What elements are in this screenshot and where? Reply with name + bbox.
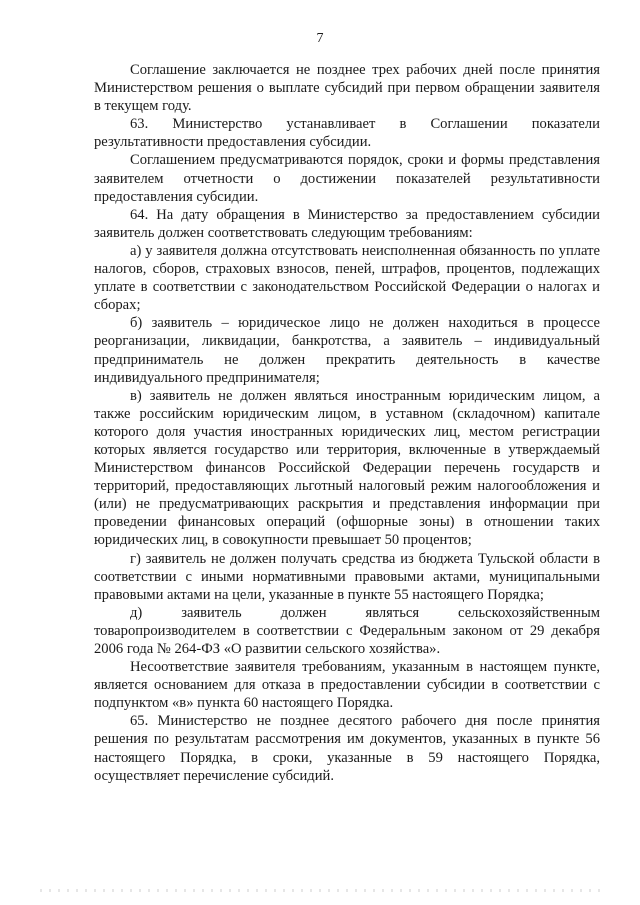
paragraph-noncompliance: Несоответствие заявителя требованиям, указанным в настоящем пункте, является основанием для отказа в предоставлении субсидии в соответствии с подпунктом «в» пункта 60 настоящего Порядка. [94,659,600,712]
paragraph-reporting: Соглашением предусматриваются порядок, сроки и формы представления заявителем отчетности о достижении показателей результативности предоставления субсидии. [94,152,600,205]
paragraph-64-v: в) заявитель не должен являться иностранным юридическим лицом, а также российским юридическим лицом, в уставном (складочном) капитале которого доля участия иностранных юридических лиц, местом регистрации которых является государство или территория, включенные в утверждаемый Министерством финансов Российской Федерации перечень государств и территорий, предоставляющих льготный налоговый режим налогообложения и (или) не предусматривающих раскрытия и представления информации при проведении финансовых операций (офшорные зоны) в отношении таких юридических лиц, в совокупности превышает 50 процентов; [94,387,600,549]
page-number: 7 [316,31,324,46]
paragraph-64-g: г) заявитель не должен получать средства из бюджета Тульской области в соответствии с иными нормативными правовыми актами, муниципальными правовыми актами на цели, указанные в пункте 55 настоящего Порядка; [94,550,600,603]
paragraph-64: 64. На дату обращения в Министерство за предоставлением субсидии заявитель должен соответствовать следующим требованиям: [94,206,600,241]
paragraph-64-d: д) заявитель должен являться сельскохозяйственным товаропроизводителем в соответствии с Федеральным законом от 29 декабря 2006 года № 264-ФЗ «О развитии сельского хозяйства». [94,604,600,657]
paragraph-64-b: б) заявитель – юридическое лицо не должен находиться в процессе реорганизации, ликвидации, банкротства, а заявитель – индивидуальный предприниматель не должен прекратить деятельность в качестве индивидуального предпринимателя; [94,315,600,386]
paragraph-agreement-timing: Соглашение заключается не позднее трех рабочих дней после принятия Министерством решения о выплате субсидий при первом обращении заявителя в текущем году. [94,62,600,115]
scan-artifact-line [40,889,600,892]
document-body [94,61,600,785]
paragraph-63: 63. Министерство устанавливает в Соглашении показатели результативности предоставления субсидии. [94,116,600,151]
paragraph-64-a: а) у заявителя должна отсутствовать неисполненная обязанность по уплате налогов, сборов, страховых взносов, пеней, штрафов, процентов, подлежащих уплате в соответствии с законодательством Российской Федерации о налогах и сборах; [94,242,600,314]
paragraph-65: 65. Министерство не позднее десятого рабочего дня после принятия решения по результатам рассмотрения им документов, указанных в пункте 56 настоящего Порядка, в сроки, указанные в 59 настоящего Порядка, осуществляет перечисление субсидий. [94,713,600,784]
